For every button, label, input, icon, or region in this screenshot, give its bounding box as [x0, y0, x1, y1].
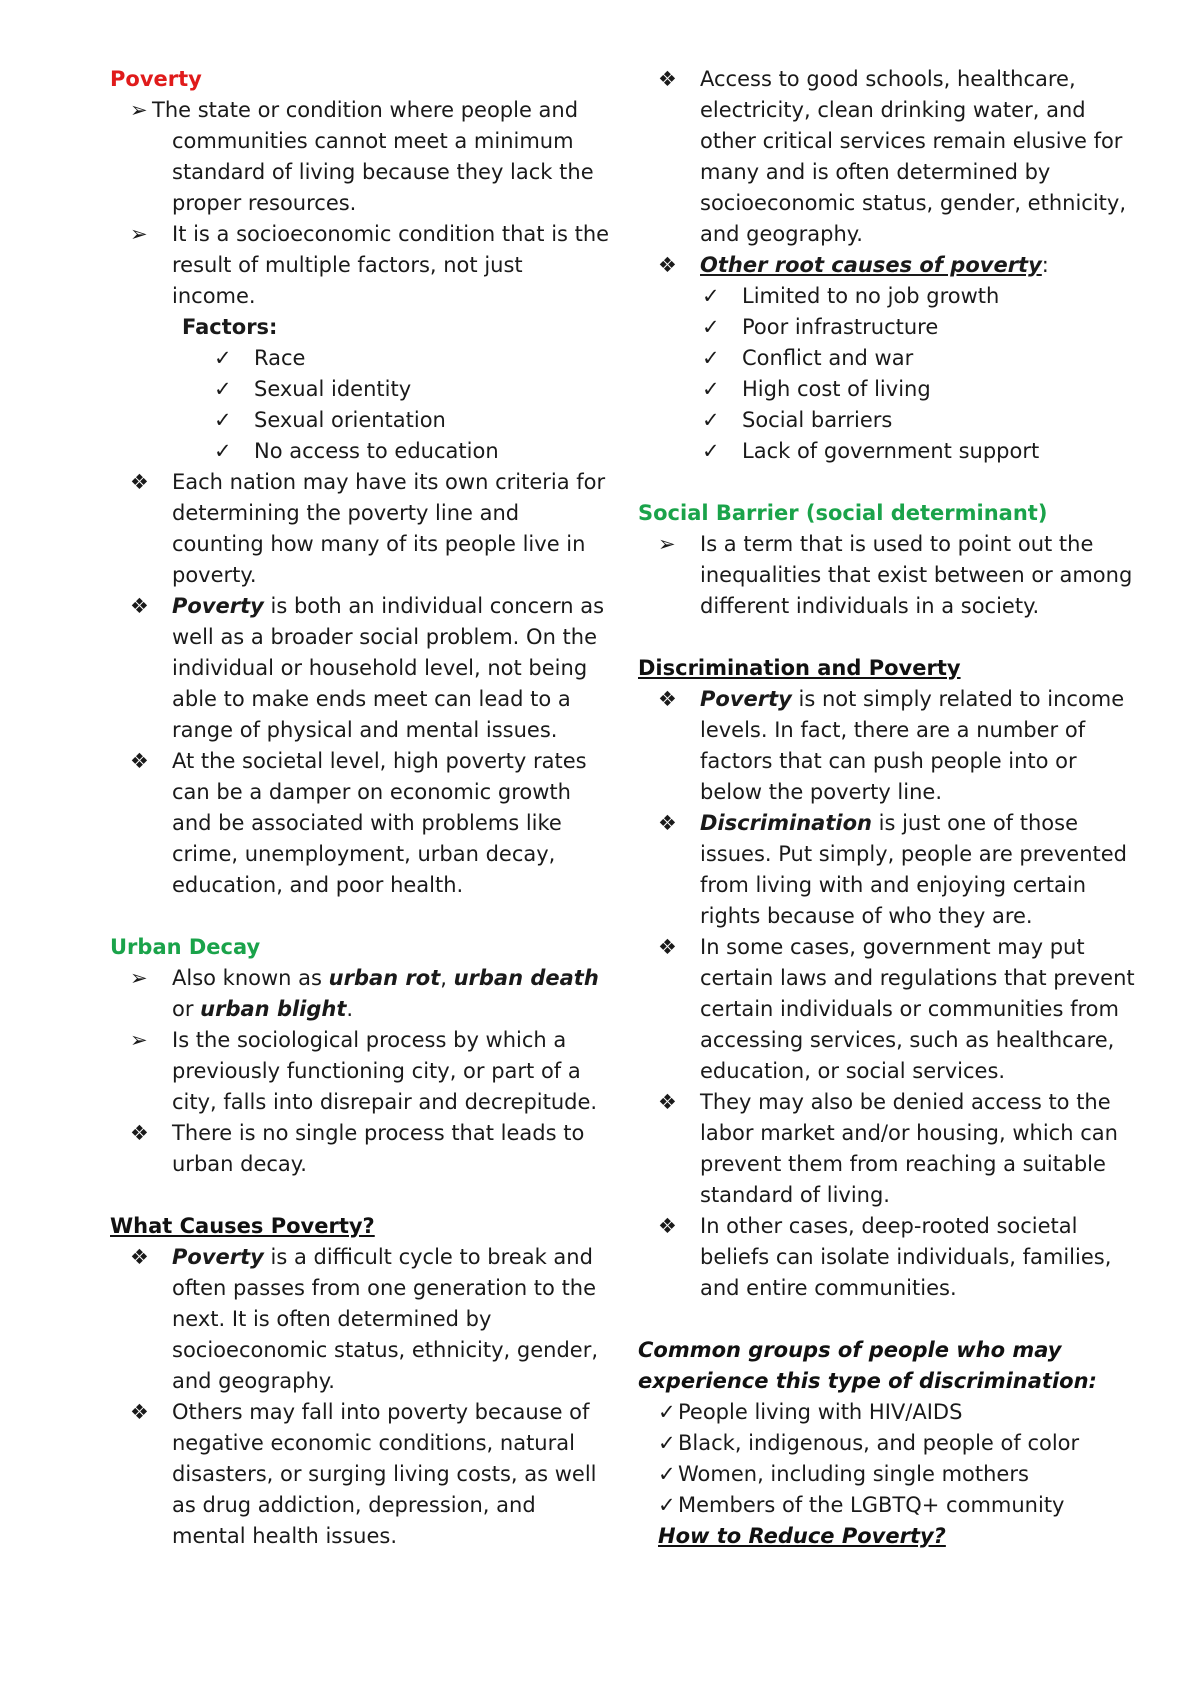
diamond-bullet-icon: ❖: [130, 470, 149, 494]
root-cause-item: ✓ High cost of living: [638, 374, 1138, 405]
bullet-text: is not simply related to income levels. In fact, there are a number of factors that can push people into or below the poverty line.: [700, 687, 1125, 804]
arrow-bullet-icon: ➢: [658, 532, 676, 556]
heading-poverty: Poverty: [110, 67, 202, 91]
diamond-bullet-icon: ❖: [658, 811, 677, 835]
check-icon: ✓: [702, 377, 720, 401]
bullet-item: ❖ Poverty is not simply related to income levels. In fact, there are a number of factors that can push people into or below the poverty line.: [638, 684, 1138, 808]
heading-common-groups: Common groups of people who may experience this type of discrimination:: [638, 1338, 1097, 1393]
bullet-text: The state or condition where people and communities cannot meet a minimum standard of living because they lack the proper resources.: [152, 98, 594, 215]
group-item: ✓ Women, including single mothers: [638, 1459, 1138, 1490]
bullet-text: There is no single process that leads to urban decay.: [172, 1121, 585, 1176]
root-cause-item: ✓ Limited to no job growth: [638, 281, 1138, 312]
bullet-text: In other cases, deep-rooted societal beliefs can isolate individuals, families, and entire communities.: [700, 1214, 1112, 1300]
check-icon: ✓: [702, 408, 720, 432]
diamond-bullet-icon: ❖: [658, 687, 677, 711]
bullet-item: [110, 95, 610, 219]
bullet-text: In some cases, government may put certain laws and regulations that prevent certain individuals or communities from accessing services, such as healthcare, education, or social services.: [700, 935, 1135, 1083]
diamond-bullet-icon: ❖: [130, 1121, 149, 1145]
check-icon: ✓: [658, 1493, 676, 1517]
check-icon: ✓: [702, 315, 720, 339]
check-icon: ✓: [702, 284, 720, 308]
root-causes-label: Other root causes of poverty: [700, 253, 1042, 277]
factors-label: Factors:: [182, 315, 278, 339]
bullet-text: is just one of those issues. Put simply, people are prevented from living with and enjoying certain rights because of who they are.: [700, 811, 1127, 928]
bullet-item: [638, 529, 1138, 622]
bullet-text: Others may fall into poverty because of negative economic conditions, natural disasters, or surging living costs, as well as drug addiction, depression, and mental health issues.: [172, 1400, 597, 1548]
bullet-item: [638, 64, 1138, 250]
diamond-bullet-icon: ❖: [130, 1245, 149, 1269]
bullet-text: Each nation may have its own criteria for determining the poverty line and counting how many of its people live in poverty.: [172, 470, 606, 587]
right-column: [638, 64, 1138, 1552]
factor-item: ✓ Sexual orientation: [110, 405, 610, 436]
group-item: ✓ People living with HIV/AIDS: [638, 1397, 1138, 1428]
heading-urban-decay: Urban Decay: [110, 935, 261, 959]
arrow-bullet-icon: ➢: [130, 966, 148, 990]
bullet-text: is a difficult cycle to break and often passes from one generation to the next. It is often determined by socioeconomic status, ethnicity, gender, and geography.: [172, 1245, 598, 1393]
root-cause-item: ✓ Poor infrastructure: [638, 312, 1138, 343]
diamond-bullet-icon: ❖: [658, 1214, 677, 1238]
bullet-item: ➢ Also known as urban rot, urban death or urban blight.: [110, 963, 610, 1025]
arrow-bullet-icon: ➢: [130, 222, 148, 246]
check-icon: ✓: [702, 346, 720, 370]
bullet-item: [110, 219, 610, 312]
bullet-item: ❖ Poverty is both an individual concern as well as a broader social problem. On the individual or household level, not being able to make ends meet can lead to a range of physical and mental issues.: [110, 591, 610, 746]
bullet-item: [110, 1118, 610, 1180]
heading-social-barrier: Social Barrier (social determinant): [638, 501, 1048, 525]
factor-item: ✓ Race: [110, 343, 610, 374]
check-icon: ✓: [658, 1400, 676, 1424]
arrow-bullet-icon: ➢: [130, 98, 148, 122]
diamond-bullet-icon: ❖: [658, 1090, 677, 1114]
check-icon: ✓: [214, 346, 232, 370]
group-item: ✓ Members of the LGBTQ+ community: [638, 1490, 1138, 1521]
heading-how-to-reduce-poverty: How to Reduce Poverty?: [658, 1524, 946, 1548]
bullet-item: [638, 1211, 1138, 1304]
bullet-item: [110, 467, 610, 591]
root-cause-item: ✓ Lack of government support: [638, 436, 1138, 467]
check-icon: ✓: [214, 408, 232, 432]
root-cause-item: ✓ Social barriers: [638, 405, 1138, 436]
diamond-bullet-icon: ❖: [130, 749, 149, 773]
bullet-item: [110, 746, 610, 901]
bullet-text: Access to good schools, healthcare, electricity, clean drinking water, and other critical services remain elusive for many and is often determined by socioeconomic status, gender, ethnicity, and geography.: [700, 67, 1126, 246]
bullet-item: [638, 932, 1138, 1087]
diamond-bullet-icon: ❖: [658, 935, 677, 959]
check-icon: ✓: [214, 439, 232, 463]
bullet-text: is both an individual concern as well as a broader social problem. On the individual or household level, not being able to make ends meet can lead to a range of physical and mental issues.: [172, 594, 605, 742]
factor-item: ✓ No access to education: [110, 436, 610, 467]
bullet-item: [110, 1397, 610, 1552]
bullet-text: Is a term that is used to point out the inequalities that exist between or among different individuals in a society.: [700, 532, 1133, 618]
check-icon: ✓: [702, 439, 720, 463]
diamond-bullet-icon: ❖: [130, 594, 149, 618]
bullet-item: [638, 1087, 1138, 1211]
root-cause-item: ✓ Conflict and war: [638, 343, 1138, 374]
bullet-item: ❖ Discrimination is just one of those issues. Put simply, people are prevented from living with and enjoying certain rights because of who they are.: [638, 808, 1138, 932]
bullet-item: ❖ Poverty is a difficult cycle to break and often passes from one generation to the next. It is often determined by socioeconomic status, ethnicity, gender, and geography.: [110, 1242, 610, 1397]
factor-item: ✓ Sexual identity: [110, 374, 610, 405]
bullet-text: At the societal level, high poverty rates can be a damper on economic growth and be associated with problems like crime, unemployment, urban decay, education, and poor health.: [172, 749, 587, 897]
heading-what-causes-poverty: What Causes Poverty?: [110, 1214, 375, 1238]
bullet-text: It is a socioeconomic condition that is the result of multiple factors, not just income.: [172, 222, 610, 308]
arrow-bullet-icon: ➢: [130, 1028, 148, 1052]
diamond-bullet-icon: ❖: [658, 67, 677, 91]
heading-discrimination-poverty: Discrimination and Poverty: [638, 656, 961, 680]
check-icon: ✓: [658, 1431, 676, 1455]
left-column: [110, 64, 610, 1552]
bullet-text: Is the sociological process by which a previously functioning city, or part of a city, falls into disrepair and decrepitude.: [172, 1028, 598, 1114]
bullet-item: ❖ Other root causes of poverty:: [638, 250, 1138, 281]
diamond-bullet-icon: ❖: [130, 1400, 149, 1424]
bullet-text: They may also be denied access to the labor market and/or housing, which can prevent them from reaching a suitable standard of living.: [700, 1090, 1118, 1207]
check-icon: ✓: [658, 1462, 676, 1486]
diamond-bullet-icon: ❖: [658, 253, 677, 277]
check-icon: ✓: [214, 377, 232, 401]
group-item: ✓ Black, indigenous, and people of color: [638, 1428, 1138, 1459]
bullet-item: [110, 1025, 610, 1118]
